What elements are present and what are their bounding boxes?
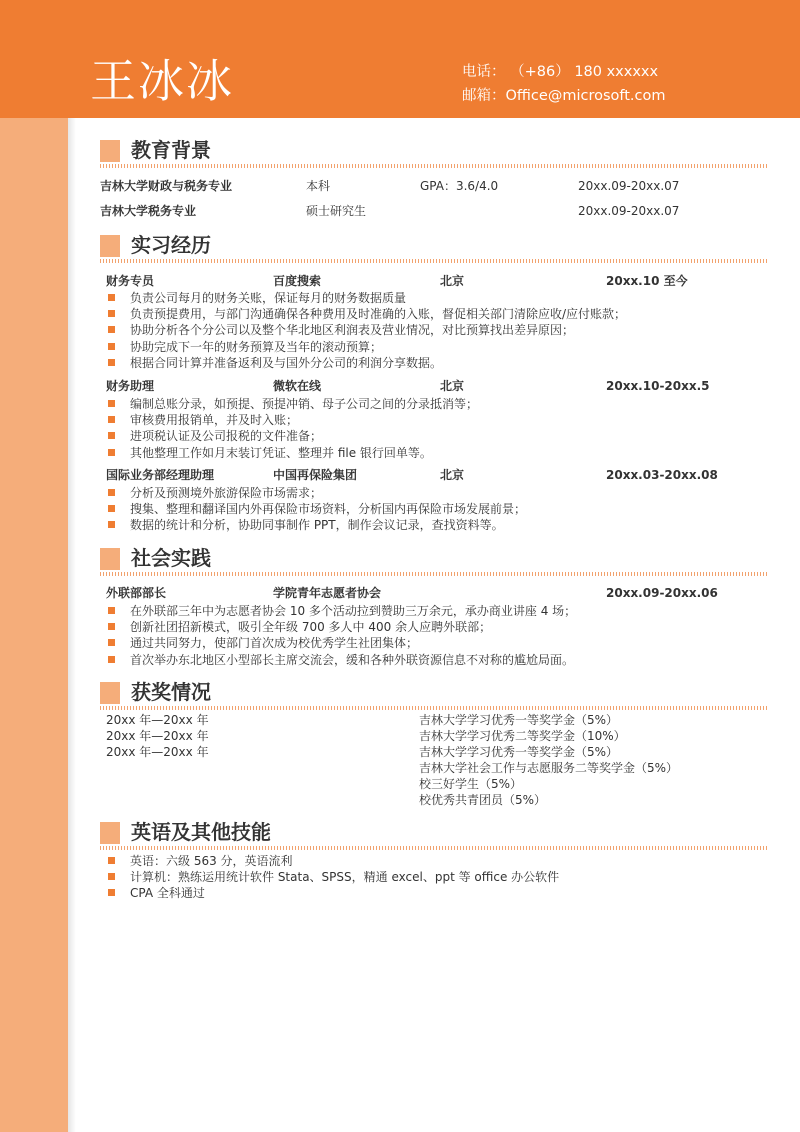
job-duties-list xyxy=(106,396,766,461)
list-item: 审核费用报销单，并及时入账； xyxy=(106,412,766,428)
list-item: 协助分析各个分公司以及整个华北地区利润表及营业情况，对比预算找出差异原因； xyxy=(106,322,766,338)
bullet-square-icon xyxy=(108,400,115,407)
section-title: 英语及其他技能 xyxy=(131,820,271,844)
job-role: 国际业务部经理助理 xyxy=(106,468,215,482)
bullet-square-icon xyxy=(108,607,115,614)
list-item: 分析及预测境外旅游保险市场需求； xyxy=(106,485,766,501)
practice-period: 20xx.09-20xx.06 xyxy=(606,586,718,600)
list-item: 计算机：熟练运用统计软件 Stata、SPSS，精通 excel、ppt 等 office 办公软件 xyxy=(106,869,766,885)
list-item: 进项税认证及公司报税的文件准备； xyxy=(106,428,766,444)
job-duties-list xyxy=(106,485,766,534)
practice-duties-list xyxy=(106,603,766,668)
education-degree: 本科 xyxy=(306,179,331,193)
section-divider xyxy=(100,572,768,576)
list-item: 搜集、整理和翻译国内外再保险市场资料，分析国内再保险市场发展前景； xyxy=(106,501,766,517)
award-item: 校优秀共青团员（5%） xyxy=(419,793,547,807)
section-marker-icon xyxy=(100,548,120,570)
award-year: 20xx 年—20xx 年 xyxy=(106,713,209,727)
side-decor-strip xyxy=(0,118,68,1132)
list-item: 英语：六级 563 分，英语流利 xyxy=(106,853,766,869)
bullet-square-icon xyxy=(108,857,115,864)
award-years-list xyxy=(106,712,209,760)
education-school: 吉林大学财政与税务专业 xyxy=(100,179,233,193)
list-item: 负责公司每月的财务关账，保证每月的财务数据质量 xyxy=(106,290,766,306)
list-item: 通过共同努力，使部门首次成为校优秀学生社团集体； xyxy=(106,635,766,651)
bullet-square-icon xyxy=(108,489,115,496)
list-item: 创新社团招新模式，吸引全年级 700 多人中 400 余人应聘外联部； xyxy=(106,619,766,635)
section-divider xyxy=(100,846,768,850)
list-item: CPA 全科通过 xyxy=(106,885,766,901)
list-item: 数据的统计和分析，协助同事制作 PPT，制作会议记录，查找资料等。 xyxy=(106,517,766,533)
job-company: 微软在线 xyxy=(273,379,322,393)
section-education xyxy=(100,136,768,168)
job-period: 20xx.10-20xx.5 xyxy=(606,379,710,393)
bullet-square-icon xyxy=(108,889,115,896)
bullet-square-icon xyxy=(108,639,115,646)
bullet-square-icon xyxy=(108,343,115,350)
award-year: 20xx 年—20xx 年 xyxy=(106,745,209,759)
section-title: 获奖情况 xyxy=(131,680,211,704)
section-awards xyxy=(100,678,768,710)
bullet-square-icon xyxy=(108,505,115,512)
section-divider xyxy=(100,164,768,168)
job-period: 20xx.10 至今 xyxy=(606,274,688,288)
bullet-square-icon xyxy=(108,310,115,317)
job-period: 20xx.03-20xx.08 xyxy=(606,468,718,482)
section-marker-icon xyxy=(100,822,120,844)
bullet-square-icon xyxy=(108,873,115,880)
side-strip-shadow xyxy=(68,118,76,1132)
job-city: 北京 xyxy=(440,468,465,482)
list-item: 负责预提费用，与部门沟通确保各种费用及时准确的入账，督促相关部门清除应收/应付账款； xyxy=(106,306,766,322)
candidate-name: 王冰冰 xyxy=(90,54,234,108)
section-skills xyxy=(100,818,768,850)
education-period: 20xx.09-20xx.07 xyxy=(578,179,680,193)
bullet-square-icon xyxy=(108,656,115,663)
section-title: 教育背景 xyxy=(131,138,211,162)
bullet-square-icon xyxy=(108,449,115,456)
section-title: 社会实践 xyxy=(131,546,211,570)
education-school: 吉林大学税务专业 xyxy=(100,204,197,218)
job-duties-list xyxy=(106,290,766,371)
award-item: 吉林大学社会工作与志愿服务二等奖学金（5%） xyxy=(419,761,679,775)
section-social-practice xyxy=(100,544,768,576)
bullet-square-icon xyxy=(108,432,115,439)
list-item: 编制总账分录，如预提、预提冲销、母子公司之间的分录抵消等； xyxy=(106,396,766,412)
job-role: 财务专员 xyxy=(106,274,155,288)
job-role: 财务助理 xyxy=(106,379,155,393)
award-items-list xyxy=(419,712,678,808)
email-contact: 邮箱：Office@microsoft.com xyxy=(462,88,666,104)
practice-org: 学院青年志愿者协会 xyxy=(273,586,382,600)
job-city: 北京 xyxy=(440,274,465,288)
bullet-square-icon xyxy=(108,359,115,366)
education-period: 20xx.09-20xx.07 xyxy=(578,204,680,218)
education-gpa: GPA：3.6/4.0 xyxy=(420,179,499,193)
list-item: 首次举办东北地区小型部长主席交流会，缓和各种外联资源信息不对称的尴尬局面。 xyxy=(106,652,766,668)
award-item: 校三好学生（5%） xyxy=(419,777,523,791)
header-banner xyxy=(0,0,800,118)
skills-list xyxy=(106,853,766,902)
section-marker-icon xyxy=(100,682,120,704)
list-item: 协助完成下一年的财务预算及当年的滚动预算； xyxy=(106,339,766,355)
section-title: 实习经历 xyxy=(131,233,211,257)
job-company: 百度搜索 xyxy=(273,274,322,288)
education-degree: 硕士研究生 xyxy=(306,204,367,218)
list-item: 根据合同计算并准备返利及与国外分公司的利润分享数据。 xyxy=(106,355,766,371)
job-company: 中国再保险集团 xyxy=(273,468,358,482)
list-item: 在外联部三年中为志愿者协会 10 多个活动拉到赞助三万余元，承办商业讲座 4 场； xyxy=(106,603,766,619)
award-item: 吉林大学学习优秀一等奖学金（5%） xyxy=(419,745,619,759)
section-divider xyxy=(100,706,768,710)
bullet-square-icon xyxy=(108,416,115,423)
award-item: 吉林大学学习优秀二等奖学金（10%） xyxy=(419,729,626,743)
job-city: 北京 xyxy=(440,379,465,393)
list-item: 其他整理工作如月末装订凭证、整理并 file 银行回单等。 xyxy=(106,445,766,461)
section-marker-icon xyxy=(100,140,120,162)
award-item: 吉林大学学习优秀一等奖学金（5%） xyxy=(419,713,619,727)
practice-role: 外联部部长 xyxy=(106,586,167,600)
bullet-square-icon xyxy=(108,294,115,301)
bullet-square-icon xyxy=(108,623,115,630)
section-marker-icon xyxy=(100,235,120,257)
bullet-square-icon xyxy=(108,326,115,333)
award-year: 20xx 年—20xx 年 xyxy=(106,729,209,743)
phone-contact: 电话： （+86） 180 xxxxxx xyxy=(462,64,659,80)
bullet-square-icon xyxy=(108,521,115,528)
section-divider xyxy=(100,259,768,263)
section-internship xyxy=(100,231,768,263)
